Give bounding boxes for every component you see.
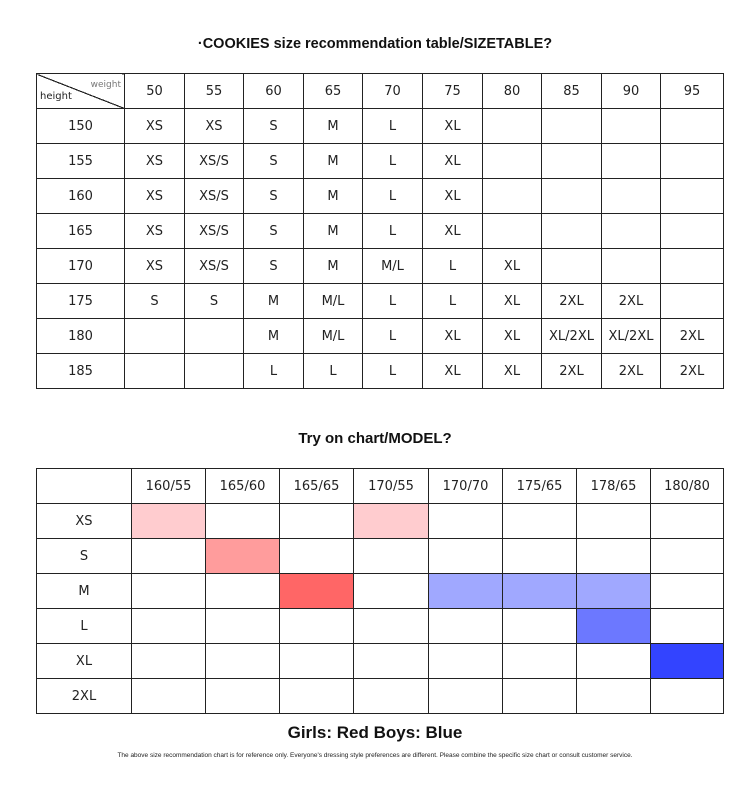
- height-cell: 175: [37, 284, 125, 319]
- size-cell: [185, 354, 244, 389]
- model-fit-cell: [503, 504, 577, 539]
- size-cell: [542, 214, 602, 249]
- size-cell: XL: [423, 109, 483, 144]
- size-cell: [483, 144, 542, 179]
- weight-header-cell: 60: [244, 74, 304, 109]
- model-fit-cell: [354, 679, 429, 714]
- size-row: [37, 109, 724, 144]
- size-cell: [542, 249, 602, 284]
- weight-axis-label: weight: [90, 80, 121, 90]
- corner-header-cell: [37, 74, 125, 109]
- size-cell: M: [244, 319, 304, 354]
- model-fit-cell-filled: [503, 574, 577, 609]
- size-cell: S: [244, 214, 304, 249]
- model-try-on-table: [36, 468, 724, 714]
- model-fit-cell-filled: [206, 539, 280, 574]
- size-cell: S: [244, 249, 304, 284]
- model-fit-cell: [429, 504, 503, 539]
- model-fit-cell: [651, 574, 724, 609]
- model-fit-cell-filled: [577, 609, 651, 644]
- size-cell: M/L: [304, 284, 363, 319]
- model-size-label: L: [37, 609, 132, 644]
- size-recommendation-table: [36, 73, 724, 389]
- size-cell: XS: [125, 144, 185, 179]
- size-cell: S: [125, 284, 185, 319]
- size-chart-title: ·COOKIES size recommendation table/SIZETABLE?: [197, 36, 553, 52]
- size-row: [37, 144, 724, 179]
- model-fit-cell: [577, 679, 651, 714]
- model-fit-cell: [354, 574, 429, 609]
- size-cell: M: [244, 284, 304, 319]
- model-column-header: 180/80: [651, 469, 724, 504]
- size-cell: L: [423, 284, 483, 319]
- model-fit-cell: [280, 679, 354, 714]
- model-fit-cell: [280, 644, 354, 679]
- model-size-row: [37, 574, 724, 609]
- size-row: [37, 284, 724, 319]
- model-fit-cell: [206, 679, 280, 714]
- size-cell: [661, 144, 724, 179]
- height-cell: 170: [37, 249, 125, 284]
- model-fit-cell: [651, 539, 724, 574]
- size-cell: XL/2XL: [602, 319, 661, 354]
- size-cell: S: [244, 144, 304, 179]
- model-fit-cell: [132, 574, 206, 609]
- model-header-row: [37, 469, 724, 504]
- size-cell: [542, 144, 602, 179]
- model-fit-cell: [503, 609, 577, 644]
- model-fit-cell: [132, 609, 206, 644]
- size-cell: XL: [423, 214, 483, 249]
- size-cell: 2XL: [542, 284, 602, 319]
- size-cell: [542, 109, 602, 144]
- size-cell: M: [304, 144, 363, 179]
- size-cell: [602, 214, 661, 249]
- model-fit-cell: [132, 679, 206, 714]
- size-cell: L: [363, 284, 423, 319]
- size-cell: [125, 354, 185, 389]
- size-cell: XL: [423, 179, 483, 214]
- size-row: [37, 354, 724, 389]
- model-fit-cell: [429, 609, 503, 644]
- size-cell: [483, 179, 542, 214]
- size-cell: S: [185, 284, 244, 319]
- size-cell: XS/S: [185, 214, 244, 249]
- size-cell: XL: [423, 319, 483, 354]
- height-cell: 150: [37, 109, 125, 144]
- model-column-header: 160/55: [132, 469, 206, 504]
- height-axis-label: height: [40, 91, 72, 102]
- size-cell: L: [244, 354, 304, 389]
- size-cell: 2XL: [661, 354, 724, 389]
- size-cell: M/L: [363, 249, 423, 284]
- model-fit-cell: [132, 539, 206, 574]
- model-size-row: [37, 504, 724, 539]
- size-cell: M/L: [304, 319, 363, 354]
- size-cell: [602, 109, 661, 144]
- model-fit-cell: [429, 679, 503, 714]
- model-fit-cell-filled: [280, 574, 354, 609]
- disclaimer-note: The above size recommendation chart is for reference only. Everyone's dressing style preferences are different. Please combine the specific size chart or consult customer service.: [117, 752, 633, 759]
- model-fit-cell: [651, 679, 724, 714]
- model-fit-cell: [280, 539, 354, 574]
- size-cell: XS: [125, 109, 185, 144]
- size-cell: S: [244, 179, 304, 214]
- weight-header-cell: 75: [423, 74, 483, 109]
- color-legend: Girls: Red Boys: Blue: [287, 723, 463, 742]
- size-cell: 2XL: [602, 354, 661, 389]
- size-cell: [602, 249, 661, 284]
- model-fit-cell: [280, 504, 354, 539]
- model-size-label: 2XL: [37, 679, 132, 714]
- model-column-header: 170/55: [354, 469, 429, 504]
- model-fit-cell: [132, 644, 206, 679]
- size-cell: [661, 214, 724, 249]
- height-cell: 165: [37, 214, 125, 249]
- model-fit-cell-filled: [577, 574, 651, 609]
- model-column-header: 170/70: [429, 469, 503, 504]
- size-cell: M: [304, 179, 363, 214]
- weight-header-cell: 65: [304, 74, 363, 109]
- size-cell: XL: [423, 144, 483, 179]
- weight-header-cell: 95: [661, 74, 724, 109]
- weight-header-cell: 70: [363, 74, 423, 109]
- size-cell: L: [363, 179, 423, 214]
- model-column-header: 165/60: [206, 469, 280, 504]
- size-row: [37, 214, 724, 249]
- model-fit-cell: [354, 539, 429, 574]
- size-cell: L: [363, 319, 423, 354]
- model-fit-cell: [577, 644, 651, 679]
- model-fit-cell: [354, 609, 429, 644]
- size-cell: L: [363, 144, 423, 179]
- size-cell: [542, 179, 602, 214]
- size-cell: XS: [185, 109, 244, 144]
- size-cell: [483, 109, 542, 144]
- model-fit-cell-filled: [651, 644, 724, 679]
- size-cell: 2XL: [661, 319, 724, 354]
- size-cell: XL/2XL: [542, 319, 602, 354]
- model-fit-cell: [577, 504, 651, 539]
- model-fit-cell-filled: [354, 504, 429, 539]
- size-cell: M: [304, 214, 363, 249]
- size-cell: [602, 144, 661, 179]
- size-cell: 2XL: [602, 284, 661, 319]
- size-cell: [125, 319, 185, 354]
- height-cell: 160: [37, 179, 125, 214]
- model-fit-cell: [503, 679, 577, 714]
- model-fit-cell: [206, 644, 280, 679]
- model-size-label: XL: [37, 644, 132, 679]
- size-cell: XL: [483, 319, 542, 354]
- model-fit-cell-filled: [429, 574, 503, 609]
- model-fit-cell: [206, 574, 280, 609]
- model-fit-cell: [280, 609, 354, 644]
- model-fit-cell: [206, 609, 280, 644]
- size-row: [37, 319, 724, 354]
- model-fit-cell: [503, 644, 577, 679]
- model-fit-cell: [206, 504, 280, 539]
- model-fit-cell-filled: [132, 504, 206, 539]
- model-fit-cell: [651, 504, 724, 539]
- height-cell: 155: [37, 144, 125, 179]
- weight-header-cell: 85: [542, 74, 602, 109]
- size-cell: XL: [483, 249, 542, 284]
- size-cell: XS: [125, 179, 185, 214]
- model-chart-title: Try on chart/MODEL?: [298, 430, 452, 447]
- size-cell: L: [304, 354, 363, 389]
- height-cell: 185: [37, 354, 125, 389]
- size-cell: L: [363, 354, 423, 389]
- size-cell: M: [304, 109, 363, 144]
- size-cell: XL: [483, 354, 542, 389]
- weight-header-cell: 90: [602, 74, 661, 109]
- weight-header-cell: 50: [125, 74, 185, 109]
- model-size-label: XS: [37, 504, 132, 539]
- size-cell: L: [423, 249, 483, 284]
- model-size-row: [37, 539, 724, 574]
- model-fit-cell: [354, 644, 429, 679]
- size-row: [37, 179, 724, 214]
- weight-header-cell: 80: [483, 74, 542, 109]
- size-cell: [483, 214, 542, 249]
- model-fit-cell: [577, 539, 651, 574]
- size-cell: XS: [125, 249, 185, 284]
- weight-header-row: [37, 74, 724, 109]
- size-cell: M: [304, 249, 363, 284]
- weight-header-cell: 55: [185, 74, 244, 109]
- model-size-row: [37, 644, 724, 679]
- size-cell: S: [244, 109, 304, 144]
- size-cell: XS/S: [185, 179, 244, 214]
- size-cell: [661, 179, 724, 214]
- size-cell: XL: [483, 284, 542, 319]
- size-cell: XS: [125, 214, 185, 249]
- size-cell: [661, 284, 724, 319]
- size-cell: XS/S: [185, 249, 244, 284]
- size-cell: L: [363, 109, 423, 144]
- size-cell: [185, 319, 244, 354]
- model-size-label: S: [37, 539, 132, 574]
- size-cell: [661, 109, 724, 144]
- size-cell: [602, 179, 661, 214]
- size-cell: XS/S: [185, 144, 244, 179]
- size-cell: 2XL: [542, 354, 602, 389]
- model-size-row: [37, 679, 724, 714]
- model-size-label: M: [37, 574, 132, 609]
- model-size-row: [37, 609, 724, 644]
- empty-corner-cell: [37, 469, 132, 504]
- height-cell: 180: [37, 319, 125, 354]
- size-cell: L: [363, 214, 423, 249]
- model-column-header: 165/65: [280, 469, 354, 504]
- model-fit-cell: [651, 609, 724, 644]
- model-fit-cell: [429, 539, 503, 574]
- model-fit-cell: [503, 539, 577, 574]
- size-cell: XL: [423, 354, 483, 389]
- model-column-header: 175/65: [503, 469, 577, 504]
- model-fit-cell: [429, 644, 503, 679]
- size-cell: [661, 249, 724, 284]
- size-row: [37, 249, 724, 284]
- model-column-header: 178/65: [577, 469, 651, 504]
